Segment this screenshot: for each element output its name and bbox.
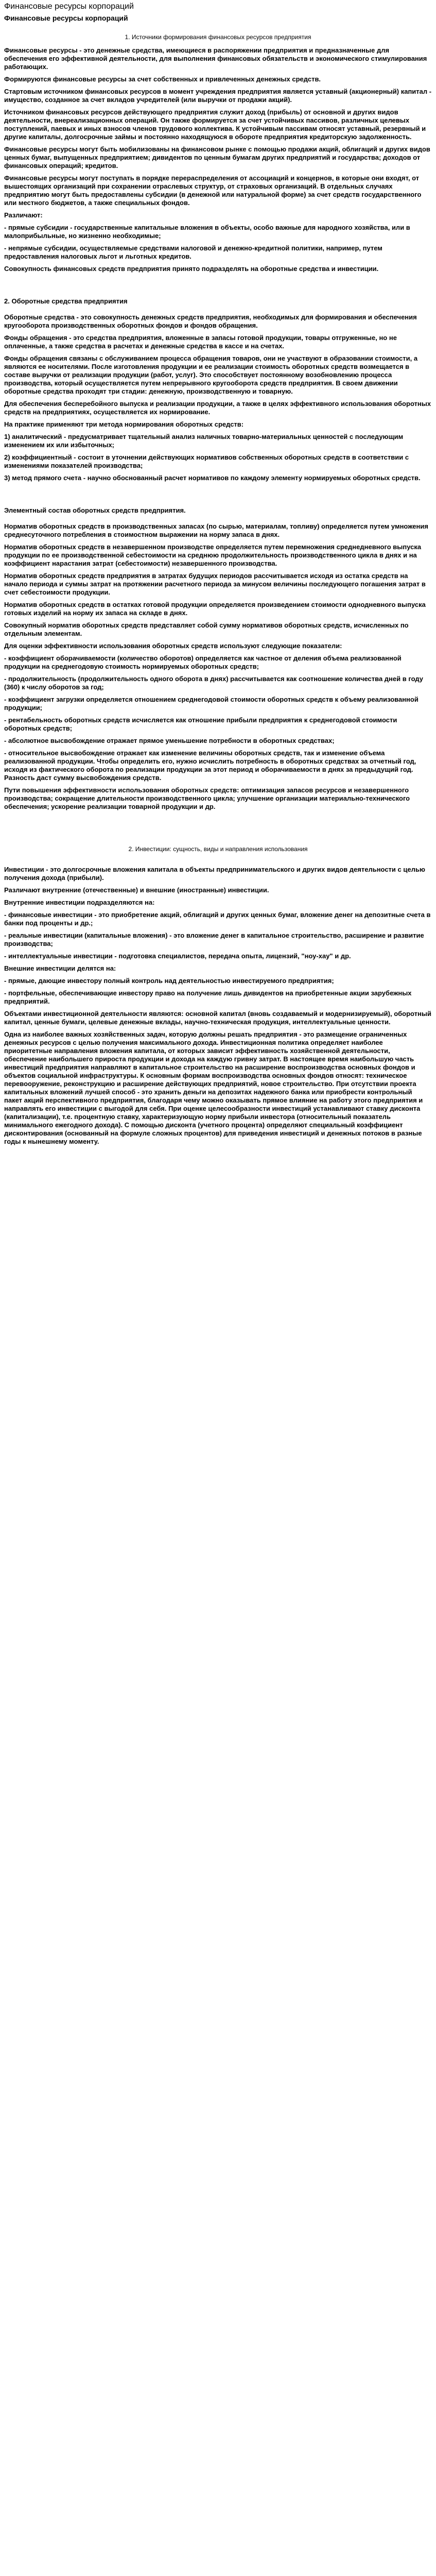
paragraph: Для обеспечения бесперебойного выпуска и реализации продукции, а также в целях эффективного использования оборотных средств на предприятиях, осуществляется их нормирование. [4, 400, 431, 416]
page-title: Финансовые ресурсы корпораций [4, 2, 134, 11]
paragraph: Источником финансовых ресурсов действующего предприятия служит доход (прибыль) от основной и других видов деятельности, внереализационных операций. Он также формируется за счет устойчивых пассивов, различных целевых поступлений, паевых и иных взносов членов трудового коллектива. К устойчивым пассивам относят уставный, резервный и другие капиталы, долгосрочные займы и постоянно находящуюся в обороте предприятия кредиторскую задолженность. [4, 108, 426, 141]
paragraph: 1) аналитический - предусматривает тщательный анализ наличных товарно-материальных ценностей с последующим изменением их или избыточных; [4, 433, 404, 449]
paragraph: 2) коэффициентный - состоит в уточнении действующих нормативов собственных оборотных средств в соответствии с изменениями показателей производства; [4, 453, 409, 469]
paragraph: Различают внутренние (отечественные) и внешние (иностранные) инвестиции. [4, 886, 269, 894]
paragraph: Формируются финансовые ресурсы за счет собственных и привлеченных денежных средств. [4, 75, 321, 83]
paragraph: Фонды обращения связаны с обслуживанием процесса обращения товаров, они не участвуют в образовании стоимости, а являются ее носителями. После изготовления продукции и ее реализации стоимость оборотных средств возмещается в составе выручки от реализации продукции (работ, услуг). Это способствует постоянному возобновлению процесса производства, который осуществляется путем непрерывного кругооборота средств предприятия. В своем движении оборотные средства проходят три стадии: денежную, производственную и товарную. [4, 354, 418, 395]
paragraph: - относительное высвобождение отражает как изменение величины оборотных средств, так и изменение объема реализованной продукции. Чтобы определить его, нужно исчислить потребность в оборотных средствах за отчетный год, исходя из фактического оборота по реализации продукции за этот период и оборачиваемости в днях за предыдущий год. Разность даст сумму высвобождения средств. [4, 749, 416, 782]
paragraph: - непрямые субсидии, осуществляемые средствами налоговой и денежно-кредитной политики, например, путем предоставления налоговых льгот и льготных кредитов. [4, 244, 382, 260]
section-heading: 1. Источники формирования финансовых ресурсов предприятия [125, 33, 311, 41]
paragraph: - рентабельность оборотных средств исчисляется как отношение прибыли предприятия к среднегодовой стоимости оборотных средств; [4, 716, 397, 732]
paragraph: Оборотные средства - это совокупность денежных средств предприятия, необходимых для формирования и обеспечения кругооборота производственных оборотных фондов и фондов обращения. [4, 313, 417, 329]
section-1 [4, 33, 432, 273]
paragraph: - коэффициент оборачиваемости (количество оборотов) определяется как частное от деления объема реализованной продукции на среднегодовую стоимость нормируемых оборотных средств; [4, 654, 402, 670]
paragraph: Финансовые ресурсы - это денежные средства, имеющиеся в распоряжении предприятия и предназначенные для обеспечения его эффективной деятельности, для выполнения финансовых обязательств и экономического стимулирования работающих. [4, 46, 427, 71]
paragraph: Финансовые ресурсы могут быть мобилизованы на финансовом рынке с помощью продажи акций, облигаций и других видов ценных бумаг, выпущенных предприятием; дивидентов по ценным бумагам других предприятий и государства; доходов от финансовых операций; кредитов. [4, 145, 430, 170]
paragraph: Одна из наиболее важных хозяйственных задач, которую должны решать предприятия - это размещение ограниченных денежных ресурсов с целью получения максимального дохода. Инвестиционная политика определяет наиболее приоритетные направления вложения капитала, от которых зависит эффективность хозяйственной деятельности, обеспечение наибольшего прироста продукции и дохода на каждую гривну затрат. В настоящее время наибольшую часть инвестиций предприятия направляют в капитальное строительство на расширение воспроизводства основных фондов и объектов социальной инфраструктуры. К основным формам воспроизводства основных фондов относят: техническое перевооружение, реконструкцию и расширение действующих предприятий, новое строительство. При отсутствии проекта капитальных вложений лучшей способ - это хранить деньги на депозитах надежного банка или приобрести контрольный пакет акций перспективного предприятия, благодаря чему можно оказывать прямое влияние на работу этого предприятия и направлять его инвестиции с выгодой для себя. При оценке целесообразности инвестиций устанавливают ставку дисконта (капитализации), т.е. процентную ставку, характеризующую норму прибыли инвестора (относительный показатель минимального ежегодного дохода). С помощью дисконта (учетного процента) определяют специальный коэффициент дисконтирования (основанный на формуле сложных процентов) для приведения инвестиций и денежных потоков в разные годы к нынешнему моменту. [4, 1030, 423, 1145]
spacer [4, 486, 432, 494]
paragraph: - абсолютное высвобождение отражает прямое уменьшение потребности в оборотных средствах; [4, 737, 335, 744]
paragraph: Норматив оборотных средств в остатках готовой продукции определяется произведением стоимости однодневного выпуска готовых изделий на норму их запаса на складе в днях. [4, 601, 426, 617]
paragraph: Фонды обращения - это средства предприятия, вложенные в запасы готовой продукции, товары отгруженные, но не оплаченные, а также средства в расчетах и денежные средства в кассе и на счетах. [4, 334, 397, 350]
section-4 [4, 845, 432, 1146]
paragraph: Различают: [4, 211, 43, 219]
spacer [4, 815, 432, 836]
paragraph: Для оценки эффективности использования оборотных средств используют следующие показатели: [4, 642, 342, 650]
section-heading: 2. Оборотные средства предприятия [4, 297, 128, 305]
paragraph: - портфельные, обеспечивающие инвестору право на получение лишь дивидентов на приобретенные акции зарубежных предприятий. [4, 989, 412, 1005]
paragraph: - реальные инвестиции (капитальные вложения) - это вложение денег в капитальное строительство, расширение и развитие производства; [4, 931, 424, 947]
paragraph: На практике применяют три метода нормирования оборотных средств: [4, 420, 244, 428]
paragraph: Внутренние инвестиции подразделяются на: [4, 899, 155, 906]
paragraph: Норматив оборотных средств в производственных запасах (по сырью, материалам, топливу) определяется путем умножения среднесуточного потребления в стоимостном выражении на норму запаса в днях. [4, 522, 428, 538]
section-heading: Элементный состав оборотных средств предприятия. [4, 506, 186, 514]
paragraph: - финансовые инвестиции - это приобретение акций, облигаций и других ценных бумаг, вложение денег на депозитные счета в банки под проценты и др.; [4, 911, 431, 927]
paragraph: Норматив оборотных средств предприятия в затратах будущих периодов рассчитывается исходя из остатка средств на начало периода и суммы затрат на протяжении расчетного периода за минусом величины последующего погашения затрат в счет себестоимости продукции. [4, 572, 426, 596]
paragraph: Совокупный норматив оборотных средств представляет собой сумму нормативов оборотных средств, исчисленных по отдельным элементам. [4, 621, 409, 637]
section-2 [4, 297, 432, 482]
paragraph: - коэффициент загрузки определяется отношением среднегодовой стоимости оборотных средств к объему реализованной продукции; [4, 696, 418, 711]
paragraph: Совокупность финансовых средств предприятия принято подразделять на оборотные средства и инвестиции. [4, 265, 379, 273]
paragraph: Пути повышения эффективности использования оборотных средств: оптимизация запасов ресурсов и незавершенного производства; сокращение длительности производственного цикла; улучшение организации материально-технического обеспечения; ускорение реализации товарной продукции и др. [4, 786, 410, 810]
paragraph: Финансовые ресурсы могут поступать в порядке перераспределения от ассоциаций и концернов, в которые они входят, от вышестоящих организаций при сохранении отраслевых структур, от страховых организаций. В отдельных случаях предприятию могут быть предоставлены субсидии (в денежной или натуральной форме) за счет средств государственного или местного бюджетов, а также специальных фондов. [4, 174, 422, 207]
spacer [4, 277, 432, 284]
paragraph: Объектами инвестиционной деятельности являются: основной капитал (вновь создаваемый и модернизируемый), оборотный капитал, ценные бумаги, целевые денежные вклады, научно-техническая продукция, интеллектуальные ценности. [4, 1010, 431, 1026]
paragraph: - прямые субсидии - государственные капитальные вложения в объекты, особо важные для народного хозяйства, или в малоприбыльные, но жизненно необходимые; [4, 224, 410, 240]
paragraph: - продолжительность (продолжительность одного оборота в днях) рассчитывается как соотношение количества дней в году (360) к числу оборотов за год; [4, 675, 424, 691]
paragraph: - прямые, дающие инвестору полный контроль над деятельностью инвестируемого предприятия; [4, 977, 334, 985]
document-page [0, 0, 436, 1146]
section-heading: 2. Инвестиции: сущность, виды и направления использования [128, 845, 308, 853]
paragraph: Внешние инвестиции делятся на: [4, 964, 116, 972]
paragraph: Стартовым источником финансовых ресурсов в момент учреждения предприятия является уставный (акционерный) капитал - имущество, созданное за счет вкладов учредителей (или выручки от продажи акций). [4, 88, 432, 104]
paragraph: Инвестиции - это долгосрочные вложения капитала в объекты предпринимательского и других видов деятельности с целью получения дохода (прибыли). [4, 866, 425, 882]
paragraph: Норматив оборотных средств в незавершенном производстве определяется путем перемножения среднедневного выпуска продукции по ее производственной себестоимости на среднюю продолжительность производственного цикла в днях и на коэффициент нарастания затрат (себестоимости) незавершенного производства. [4, 543, 422, 567]
paragraph: - интеллектуальные инвестиции - подготовка специалистов, передача опыта, лицензий, "ноу-хау" и др. [4, 952, 351, 960]
spacer [4, 858, 432, 866]
section-3 [4, 506, 432, 811]
paragraph: 3) метод прямого счета - научно обоснованный расчет нормативов по каждому элементу нормируемых оборотных средств. [4, 474, 421, 482]
page-subtitle: Финансовые ресурсы корпораций [4, 14, 128, 22]
